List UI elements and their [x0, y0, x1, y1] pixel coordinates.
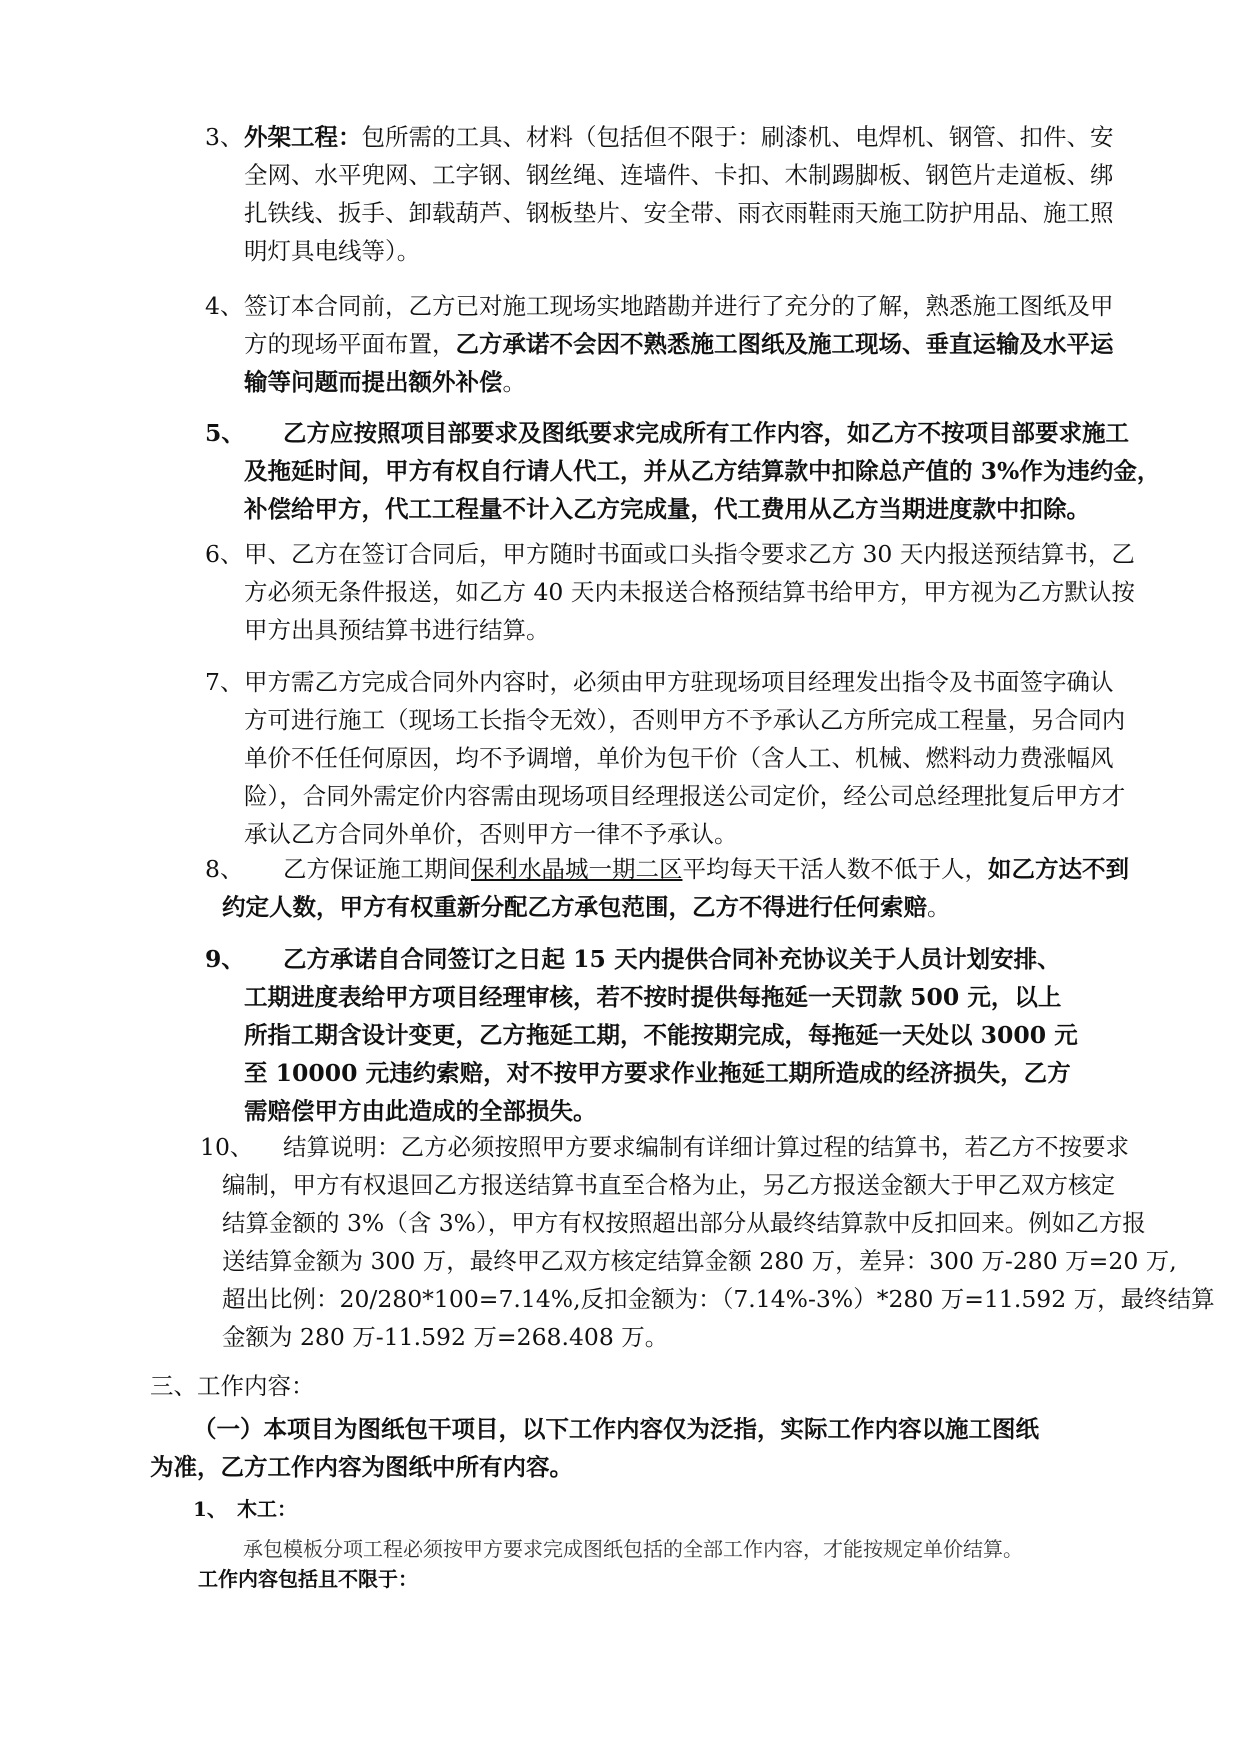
clause-line: 险），合同外需定价内容需由现场项目经理报送公司定价，经公司总经理批复后甲方才 — [244, 782, 1126, 810]
clause-line: 承认乙方合同外单价，否则甲方一律不予承认。 — [244, 820, 738, 848]
clause-8 — [205, 850, 1180, 926]
clause-line: 金额为 280 万-11.592 万=268.408 万。 — [222, 1323, 669, 1351]
clause-line: 方必须无条件报送，如乙方 40 天内未报送合格预结算书给甲方，甲方视为乙方默认按 — [244, 578, 1135, 606]
clause-line: 甲方出具预结算书进行结算。 — [244, 616, 550, 644]
clause-number: 10、 — [200, 1133, 254, 1161]
clause-line: 方可进行施工（现场工长指令无效），否则甲方不予承认乙方所完成工程量，另合同内 — [244, 706, 1126, 734]
clause-line: 乙方应按照项目部要求及图纸要求完成所有工作内容，如乙方不按项目部要求施工 — [283, 419, 1129, 447]
clause-line: 明灯具电线等）。 — [244, 237, 421, 265]
clause-line: 签订本合同前，乙方已对施工现场实地踏勘并进行了充分的了解，熟悉施工图纸及甲 — [244, 292, 1114, 320]
clause-line: 需赔偿甲方由此造成的全部损失。 — [244, 1097, 597, 1125]
clause-number: 4、 — [205, 292, 244, 320]
clause-line: 乙方承诺自合同签订之日起 15 天内提供合同补充协议关于人员计划安排、 — [283, 945, 1061, 973]
clause-line: 结算说明：乙方必须按照甲方要求编制有详细计算过程的结算书，若乙方不按要求 — [283, 1133, 1129, 1161]
clause-line: 乙方保证施工期间保利水晶城一期二区平均每天干活人数不低于人，如乙方达不到 — [283, 855, 1129, 883]
clause-number: 3、 — [205, 123, 244, 151]
clause-3 — [205, 118, 1180, 270]
carpentry-description: 承包模板分项工程必须按甲方要求完成图纸包括的全部工作内容，才能按规定单价结算。 — [243, 1537, 1023, 1561]
clause-line: 至 10000 元违约索赔，对不按甲方要求作业拖延工期所造成的经济损失，乙方 — [244, 1059, 1071, 1087]
project-name: 保利水晶城一期二区 — [471, 855, 683, 883]
section-subheading: （一）本项目为图纸包干项目，以下工作内容仅为泛指，实际工作内容以施工图纸 为准，乙方工作内容为图纸中所有内容。 — [150, 1415, 1039, 1481]
clause-line: 单价不任任何原因，均不予调增，单价为包干价（含人工、机械、燃料动力费涨幅风 — [244, 744, 1114, 772]
clause-line: 全网、水平兜网、工字钢、钢丝绳、连墙件、卡扣、木制踢脚板、钢笆片走道板、绑 — [244, 161, 1114, 189]
clause-number: 9、 — [205, 945, 245, 973]
clause-line: 输等问题而提出额外补偿。 — [244, 368, 526, 396]
clause-5 — [205, 414, 1180, 528]
clause-number: 5、 — [205, 419, 245, 447]
clause-line: 所指工期含设计变更，乙方拖延工期，不能按期完成，每拖延一天处以 3000 元 — [244, 1021, 1078, 1049]
clause-number: 6、 — [205, 540, 244, 568]
clause-line: 扎铁线、扳手、卸载葫芦、钢板垫片、安全带、雨衣雨鞋雨天施工防护用品、施工照 — [244, 199, 1114, 227]
carpentry-number: 1、 — [193, 1497, 227, 1521]
clause-line: 约定人数，甲方有权重新分配乙方承包范围，乙方不得进行任何索赔。 — [222, 893, 951, 921]
clause-line: 方的现场平面布置，乙方承诺不会因不熟悉施工图纸及施工现场、垂直运输及水平运 — [244, 330, 1114, 358]
clause-6 — [205, 535, 1180, 649]
clause-9 — [205, 940, 1180, 1130]
clause-line: 补偿给甲方，代工工程量不计入乙方完成量，代工费用从乙方当期进度款中扣除。 — [244, 495, 1090, 523]
clause-number: 8、 — [205, 855, 244, 883]
clause-line: 及拖延时间，甲方有权自行请人代工，并从乙方结算款中扣除总产值的 3%作为违约金， — [244, 457, 1161, 485]
clause-line: 超出比例：20/280*100=7.14%,反扣金额为：（7.14%-3%）*280 万=11.592 万，最终结算 — [222, 1285, 1215, 1313]
clause-line: 送结算金额为 300 万，最终甲乙双方核定结算金额 280 万，差异：300 万-280 万=20 万, — [222, 1247, 1177, 1275]
clause-line: 甲、乙方在签订合同后，甲方随时书面或口头指令要求乙方 30 天内报送预结算书，乙 — [244, 540, 1135, 568]
clause-line: 结算金额的 3%（含 3%），甲方有权按照超出部分从最终结算款中反扣回来。例如乙方报 — [222, 1209, 1146, 1237]
clause-7 — [205, 663, 1180, 853]
carpentry-title: 木工： — [237, 1497, 297, 1521]
clause-line: 编制，甲方有权退回乙方报送结算书直至合格为止，另乙方报送金额大于甲乙双方核定 — [222, 1171, 1115, 1199]
clause-number: 7、 — [205, 668, 244, 696]
work-content-label: 工作内容包括且不限于： — [198, 1567, 418, 1591]
clause-4 — [205, 287, 1180, 401]
clause-line: 外架工程：包所需的工具、材料（包括但不限于：刷漆机、电焊机、钢管、扣件、安 — [244, 123, 1114, 151]
clause-line: 工期进度表给甲方项目经理审核，若不按时提供每拖延一天罚款 500 元，以上 — [244, 983, 1062, 1011]
clause-title: 外架工程： — [244, 123, 362, 151]
clause-line: 甲方需乙方完成合同外内容时，必须由甲方驻现场项目经理发出指令及书面签字确认 — [244, 668, 1114, 696]
clause-10 — [200, 1128, 1215, 1356]
section-heading: 三、工作内容： — [150, 1372, 315, 1400]
